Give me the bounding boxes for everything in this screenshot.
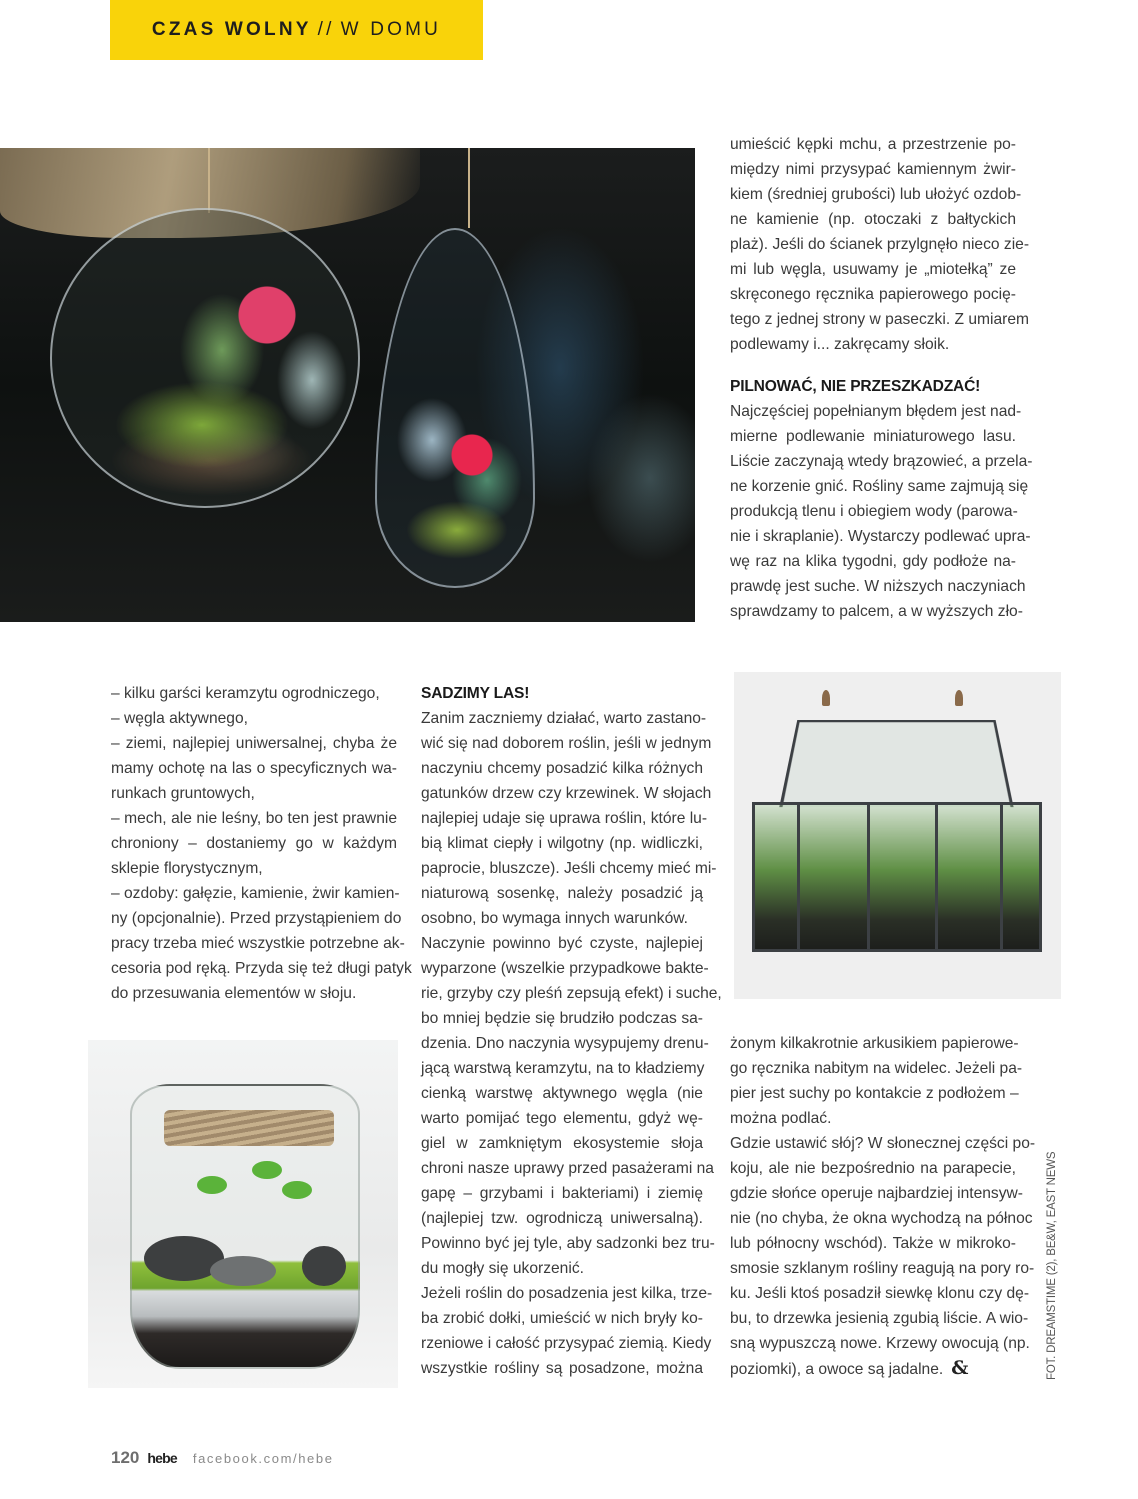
text-line: sklepie florystycznym, xyxy=(111,860,263,877)
text-line: bo mniej będzie się brudziło podczas sa- xyxy=(421,1010,703,1027)
greenhouse-body xyxy=(752,802,1042,952)
photo-credit xyxy=(1040,1151,1064,1380)
text-line: Jeżeli roślin do posadzenia jest kilka, trze- xyxy=(421,1285,713,1302)
hero-photo-hanging-terrariums xyxy=(0,148,695,622)
final-line xyxy=(730,1356,1016,1382)
globe-terrarium xyxy=(50,208,360,508)
leaf xyxy=(197,1176,227,1194)
text-line: go ręcznika nabitym na widelec. Jeżeli pa- xyxy=(730,1060,1023,1077)
finial-left xyxy=(822,690,830,706)
text-line: ny (opcjonalnie). Przed przystąpieniem do xyxy=(111,910,402,927)
text-line: mamy ochotę na las o specyficznych wa- xyxy=(111,760,397,777)
photo-greenhouse-terrarium xyxy=(734,672,1061,999)
text-line: ba zrobić dołki, umieścić w nich bryły ko- xyxy=(421,1310,703,1327)
subsection-title: W DOMU xyxy=(340,19,442,40)
text-line: dzenia. Dno naczynia wysypujemy drenu- xyxy=(421,1035,709,1052)
frame-bar xyxy=(935,805,938,949)
text-line: tego z jednej strony w paseczki. Z umiarem xyxy=(730,311,1029,328)
text-column-right-top xyxy=(730,132,1033,624)
text-line: sprawdzamy to palcem, a w wyższych zło- xyxy=(730,603,1023,620)
section-heading-sadzimy: SADZIMY LAS! xyxy=(421,685,530,702)
frame-bar xyxy=(867,805,870,949)
text-line: Gdzie ustawić słój? W słonecznej części po- xyxy=(730,1135,1036,1152)
page-footer xyxy=(111,1448,334,1468)
text-line: pier jest suchy po kontakcie z podłożem – xyxy=(730,1085,1019,1102)
photo-jar-terrarium xyxy=(88,1040,398,1388)
text-line: ne korzenie gnić. Rośliny same zajmują się xyxy=(730,478,1029,495)
end-of-article-mark-icon: & xyxy=(951,1357,969,1379)
text-line: umieścić kępki mchu, a przestrzenie po- xyxy=(730,136,1016,153)
photo-credit-text: FOT. DREAMSTIME (2), BE&W, EAST NEWS xyxy=(1046,1151,1058,1380)
text-line: skręconego ręcznika papierowego pocię- xyxy=(730,286,1016,303)
text-line: Najczęściej popełnianym błędem jest nad- xyxy=(730,403,1022,420)
section-separator: // xyxy=(317,19,335,40)
text-line: wyparzone (wszelkie przypadkowe bakte- xyxy=(421,960,709,977)
text-line: nie (no chyba, że okna wychodzą na północ xyxy=(730,1210,1033,1227)
text-line: smosie szklanym rośliny reagują na pory ro- xyxy=(730,1260,1035,1277)
text-line: kiem (średniej grubości) lub ułożyć ozdob- xyxy=(730,186,1022,203)
list-item: – kilku garści keramzytu ogrodniczego, xyxy=(111,685,380,702)
text-line: naczyniu chcemy posadzić kilka różnych xyxy=(421,760,703,777)
text-line: żonym kilkakrotnie arkusikiem papierowe- xyxy=(730,1035,1019,1052)
paragraph-continuation xyxy=(730,132,1030,357)
text-line: nie i skraplanie). Wystarczy podlewać upra- xyxy=(730,528,1031,545)
text-line: (najlepiej tzw. ogrodniczą uniwersalną). xyxy=(421,1210,703,1227)
text-line: między nimi przysypać kamiennym żwir- xyxy=(730,161,1016,178)
magazine-brand: hebe xyxy=(147,1450,177,1466)
page-number: 120 xyxy=(111,1448,140,1467)
text-line: ku. Jeśli ktoś posadził siewkę klonu czy dę- xyxy=(730,1285,1030,1302)
greenhouse-roof xyxy=(779,720,1014,807)
text-line: wszystkie rośliny są posadzone, można xyxy=(421,1360,703,1377)
text-line: niaturową sosenkę, należy posadzić ją xyxy=(421,885,703,902)
text-line: chroniony – dostaniemy go w każdym xyxy=(111,835,397,852)
social-link[interactable]: facebook.com/hebe xyxy=(192,1451,334,1466)
list-item: – mech, ale nie leśny, bo ten jest prawnie xyxy=(111,810,397,827)
text-line: Zanim zaczniemy działać, warto zastano- xyxy=(421,710,707,727)
text-line: mierne podlewanie miniaturowego lasu. xyxy=(730,428,1016,445)
text-line: giel w zamkniętym ekosystemie słoja xyxy=(421,1135,703,1152)
text-line: plaż). Jeśli do ścianek przylgnęło nieco zie- xyxy=(730,236,1030,253)
text-line: bią klimat ciepły i wilgotny (np. widliczki, xyxy=(421,835,703,852)
text-line: osobno, bo wymaga innych warunków. xyxy=(421,910,688,927)
text-line: bu, to drzewka jesienią zgubią liście. A wio- xyxy=(730,1310,1029,1327)
text-column-left xyxy=(111,681,412,1006)
text-line: warto pomijać tego elementu, gdyż wę- xyxy=(421,1110,703,1127)
text-line: lub północny wschód). Także w mikroko- xyxy=(730,1235,1016,1252)
dark-stone xyxy=(302,1246,346,1286)
finial-right xyxy=(955,690,963,706)
text-line: gapę – grzybami i bakteriami) i ziemię xyxy=(421,1185,703,1202)
list-item: – ozdoby: gałęzie, kamienie, żwir kamien- xyxy=(111,885,400,902)
text-column-right-bottom xyxy=(730,1031,1036,1382)
hanging-loop xyxy=(208,148,210,213)
text-line: gdzie słońce operuje najbardziej intensyw- xyxy=(730,1185,1023,1202)
text-line: gatunków drzew czy krzewinek. W słojach xyxy=(421,785,712,802)
text-line: Naczynie powinno być czyste, najlepiej xyxy=(421,935,703,952)
frame-bar xyxy=(797,805,800,949)
text-line: wę raz na klika tygodni, gdy podłoże na- xyxy=(730,553,1016,570)
pebble xyxy=(210,1256,276,1286)
text-line: jącą warstwą keramzytu, na to kładziemy xyxy=(421,1060,705,1077)
text-line: można podlać. xyxy=(730,1110,832,1127)
text-line: cienką warstwę aktywnego węgla (nie xyxy=(421,1085,703,1102)
text-line: produkcją tlenu i obiegiem wody (parowa- xyxy=(730,503,1018,520)
text-line: du mogły się ukorzenić. xyxy=(421,1260,584,1277)
text-line: rzeniowe i całość przysypać ziemią. Kiedy xyxy=(421,1335,712,1352)
text-line: prawdę jest suche. W niższych naczyniach xyxy=(730,578,1026,595)
text-line: poziomki), a owoce są jadalne. xyxy=(730,1361,944,1378)
text-line: sną wypuszczą nowe. Krzewy owocują (np. xyxy=(730,1335,1030,1352)
leaf xyxy=(282,1181,312,1199)
glass-jar xyxy=(130,1084,360,1369)
jute-twine xyxy=(164,1110,334,1146)
section-header-band xyxy=(110,0,483,60)
text-line: podlewamy i... zakręcamy słoik. xyxy=(730,336,950,353)
text-line: paprocie, bluszcze). Jeśli chcemy mieć mi- xyxy=(421,860,717,877)
list-item: – ziemi, najlepiej uniwersalnej, chyba że xyxy=(111,735,397,752)
text-line: mi lub węgla, usuwamy je „miotełką” ze xyxy=(730,261,1016,278)
text-line: do przesuwania elementów w słoju. xyxy=(111,985,357,1002)
paragraph-watering xyxy=(730,399,1033,624)
text-line: Liście zaczynają wtedy brązowieć, a przela- xyxy=(730,453,1033,470)
text-line: cesoria pod ręką. Przyda się też długi patyk xyxy=(111,960,412,977)
leaf xyxy=(252,1161,282,1179)
list-item: – węgla aktywnego, xyxy=(111,710,248,727)
text-line: ne kamienie (np. otoczaki z bałtyckich xyxy=(730,211,1016,228)
text-line: runkach gruntowych, xyxy=(111,785,255,802)
text-line: koju, ale nie bezpośrednio na parapecie, xyxy=(730,1160,1016,1177)
text-line: pracy trzeba mieć wszystkie potrzebne ak- xyxy=(111,935,405,952)
text-line: chroni nasze uprawy przed pasażerami na xyxy=(421,1160,714,1177)
text-column-middle xyxy=(421,681,722,1381)
teardrop-terrarium xyxy=(375,228,535,588)
section-heading-pilnowac: PILNOWAĆ, NIE PRZESZKADZAĆ! xyxy=(730,378,981,395)
section-title: CZAS WOLNY xyxy=(151,19,312,40)
frame-bar xyxy=(1000,805,1003,949)
text-line: Powinno być jej tyle, aby sadzonki bez tru- xyxy=(421,1235,715,1252)
twine-string xyxy=(468,148,470,228)
text-line: wić się nad doborem roślin, jeśli w jednym xyxy=(421,735,712,752)
text-line: najlepiej udaje się uprawa roślin, które lu- xyxy=(421,810,708,827)
text-line: rie, grzyby czy pleśń zepsują efekt) i suche, xyxy=(421,985,722,1002)
